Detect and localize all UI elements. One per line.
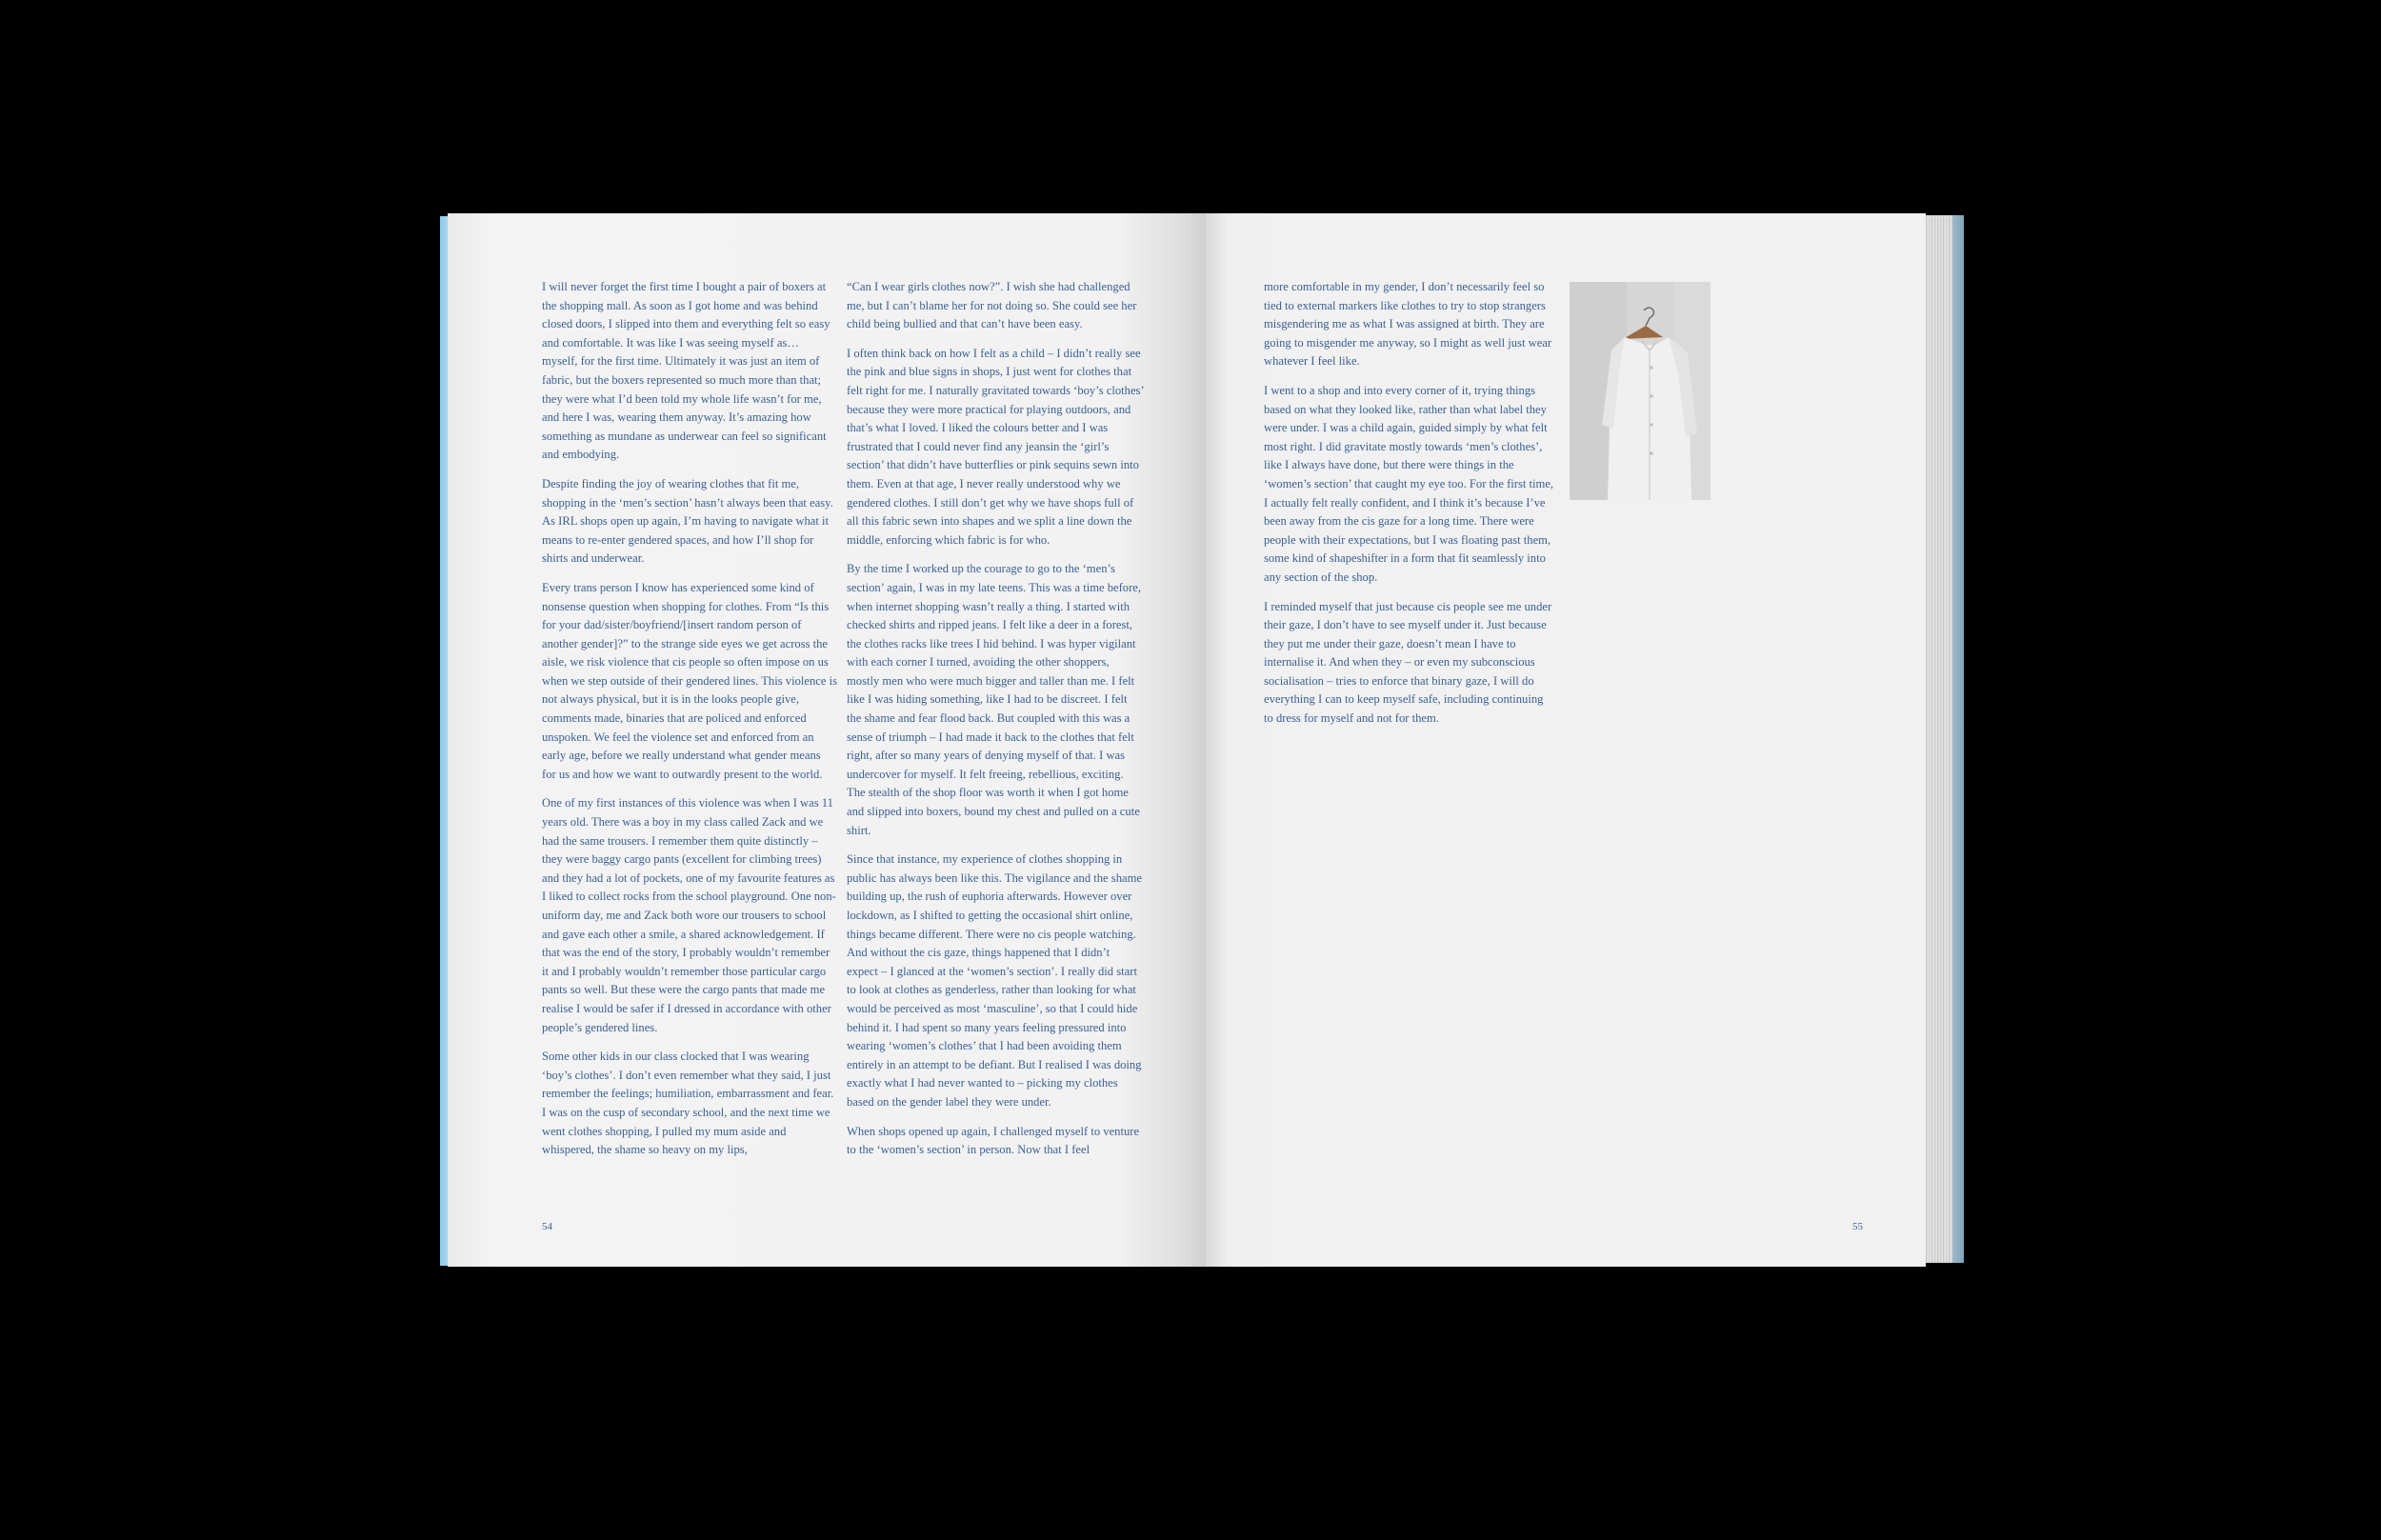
paragraph: more comfortable in my gender, I don’t necessarily feel so tied to external markers like clothes to try to stop strangers misgendering me as what I was assigned at birth. They are going to misgender me anyway, so I might as well just wear whatever I feel like. (1264, 280, 1552, 369)
paragraph: Since that instance, my experience of clothes shopping in public has always been like this. The vigilance and the shame building up, the rush of euphoria afterwards. However over lockdown, as I shifted to getting the occasional shirt online, things became different. There were no cis people watching. And without the cis gaze, things happened that I didn’t expect – I glanced at the ‘women’s section’. I really did start to look at clothes as genderless, rather than looking for what would be perceived as most ‘masculine’, so that I could hide behind it. I had spent so many years feeling pressured into wearing ‘women’s clothes’ that I had been avoiding them entirely in an attempt to be defiant. But I realised I was doing exactly what I had never wanted to – picking my clothes based on the gender label they were under. (847, 852, 1142, 1109)
left-column-2 (847, 278, 1144, 1170)
paragraph: When shops opened up again, I challenged myself to venture to the ‘women’s section’ in person. Now that I feel (847, 1124, 1140, 1157)
page-number-right: 55 (1852, 1221, 1863, 1232)
shirt-on-hanger-photo (1570, 282, 1711, 500)
paragraph: One of my first instances of this violence was when I was 11 years old. There was a boy in my class called Zack and we had the same trousers. I remember them quite distinctly – they were baggy cargo pants (excellent for climbing trees) and they had a lot of pockets, one of my favourite features as I liked to collect rocks from the school playground. One non-uniform day, me and Zack both wore our trousers to school and gave each other a smile, a shared acknowledgement. If that was the end of the story, I probably wouldn’t remember it and I probably wouldn’t remember those particular cargo pants so well. But these were the cargo pants that made me realise I would be safer if I dressed in accordance with other people’s gendered lines. (542, 796, 836, 1034)
left-column-1 (542, 278, 837, 1170)
paragraph: Some other kids in our class clocked that I was wearing ‘boy’s clothes’. I don’t even remember what they said, I just remember the feelings; humiliation, embarrassment and fear. I was on the cusp of secondary school, and the next time we went clothes shopping, I pulled my mum aside and whispered, the shame so heavy on my lips, (542, 1050, 834, 1157)
paragraph: By the time I worked up the courage to go to the ‘men’s section’ again, I was in my late teens. This was a time before, when internet shopping wasn’t really a thing. I started with checked shirts and ripped jeans. I felt like a deer in a forest, the clothes racks like trees I hid behind. I was hyper vigilant with each corner I turned, avoiding the other shoppers, mostly men who were much bigger and taller than me. I felt like I was hiding something, like I had to be discreet. I felt the shame and fear flood back. But coupled with this was a sense of triumph – I had made it back to the clothes that felt right, after so many years of denying myself of that. I was undercover for myself. It felt freeing, rebellious, exciting. The stealth of the shop floor was worth it when I got home and slipped into boxers, bound my chest and pulled on a cute shirt. (847, 562, 1142, 837)
paragraph: I went to a shop and into every corner of it, trying things based on what they looked like, rather than what label they were under. I was a child again, guided simply by what felt most right. I did gravitate mostly towards ‘men’s clothes’, like I always have done, but there were things in the ‘women’s section’ that caught my eye too. For the first time, I actually felt really confident, and I think it’s because I’ve been away from the cis gaze for a long time. There were people with their expectations, but I was floating past them, some kind of shapeshifter in a form that fit seamlessly into any section of the shop. (1264, 383, 1554, 584)
paragraph: Every trans person I know has experienced some kind of nonsense question when shopping for clothes. From “Is this for your dad/sister/boyfriend/[insert random person of another gender]?” to the strange side eyes we get across the aisle, we risk violence that cis people so often impose on us when we step outside of their gendered lines. This violence is not always physical, but it is in the looks people give, comments made, binaries that are policed and enforced unspoken. We feel the violence set and enforced from an early age, before we really understand what gender means for us and how we want to outwardly present to the world. (542, 580, 837, 781)
paragraph: I will never forget the first time I bought a pair of boxers at the shopping mall. As soon as I got home and was behind closed doors, I slipped into them and everything felt so easy and comfortable. It was like I was seeing myself as… myself, for the first time. Ultimately it was just an item of fabric, but the boxers represented so much more than that; they were what I’d been told my whole life wasn’t for me, and here I was, wearing them anyway. It’s amazing how something as mundane as underwear can feel so significant and embodying. (542, 280, 830, 462)
shirt-photo-illustration (1570, 282, 1711, 500)
page-number-left: 54 (542, 1221, 552, 1232)
magazine-spread (440, 213, 1964, 1267)
paragraph: Despite finding the joy of wearing clothes that fit me, shopping in the ‘men’s section’ hasn’t always been that easy. As IRL shops open up again, I’m having to navigate what it means to re-enter gendered spaces, and how I’ll shop for shirts and underwear. (542, 476, 833, 566)
paragraph: I often think back on how I felt as a child – I didn’t really see the pink and blue signs in shops, I just went for clothes that felt right for me. I naturally gravitated towards ‘boy’s clothes’ because they were more practical for playing outdoors, and that’s what I loved. I liked the colours better and I was frustrated that I could never find any jeansin the ‘girl’s section’ that didn’t have butterflies or pink sequins sewn into them. Even at that age, I never really understood why we gendered clothes. I still don’t get why we have shops full of all this fabric sewn into shapes and we split a line down the middle, enforcing which fabric is for who. (847, 346, 1144, 547)
right-column-1 (1264, 278, 1554, 739)
paragraph: I reminded myself that just because cis people see me under their gaze, I don’t have to see myself under it. Just because they put me under their gaze, doesn’t mean I have to internalise it. And when they – or even my subconscious socialisation – tries to enforce that binary gaze, I will do everything I can to keep myself safe, including continuing to dress for myself and not for them. (1264, 599, 1552, 726)
cover-edge (1952, 215, 1964, 1263)
paragraph: “Can I wear girls clothes now?”. I wish she had challenged me, but I can’t blame her for not doing so. She could see her child being bullied and that can’t have been easy. (847, 280, 1137, 331)
